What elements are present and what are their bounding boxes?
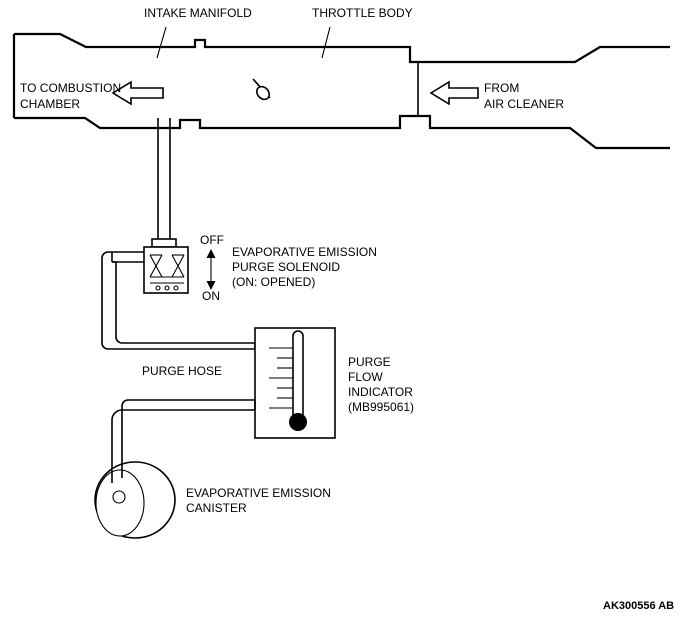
label-solenoid-line3: (ON: OPENED) — [232, 275, 316, 290]
label-indicator-line2: FLOW — [348, 370, 383, 385]
label-solenoid-line1: EVAPORATIVE EMISSION — [232, 245, 377, 260]
label-purge-hose: PURGE HOSE — [142, 364, 223, 379]
throttle-valve — [253, 79, 272, 102]
figure-code: AK300556 AB — [603, 599, 675, 612]
leader-lines — [157, 27, 330, 58]
label-intake-manifold: INTAKE MANIFOLD — [144, 6, 252, 21]
label-indicator-line3: INDICATOR — [348, 385, 413, 400]
on-off-arrow-icon — [207, 249, 216, 290]
label-indicator-line4: (MB995061) — [348, 400, 415, 415]
label-indicator-line1: PURGE — [348, 355, 391, 370]
purge-solenoid-valve — [112, 247, 188, 293]
evaporative-emission-canister — [95, 462, 175, 538]
purge-hose-lower — [112, 400, 255, 470]
label-on: ON — [202, 289, 220, 304]
purge-pipe — [152, 118, 176, 247]
label-solenoid-line2: PURGE SOLENOID — [232, 260, 341, 275]
label-to-combustion-line2: CHAMBER — [20, 97, 81, 112]
label-from-air-cleaner-line1: FROM — [484, 81, 520, 96]
duct-detail-lines — [195, 40, 430, 128]
purge-flow-indicator — [255, 328, 335, 438]
from-air-cleaner-arrow-icon — [431, 82, 478, 104]
label-canister-line1: EVAPORATIVE EMISSION — [186, 486, 331, 501]
label-off: OFF — [200, 233, 224, 248]
label-to-combustion-line1: TO COMBUSTION — [20, 81, 122, 96]
label-throttle-body: THROTTLE BODY — [312, 6, 413, 21]
label-canister-line2: CANISTER — [186, 501, 247, 516]
label-from-air-cleaner-line2: AIR CLEANER — [484, 97, 565, 112]
